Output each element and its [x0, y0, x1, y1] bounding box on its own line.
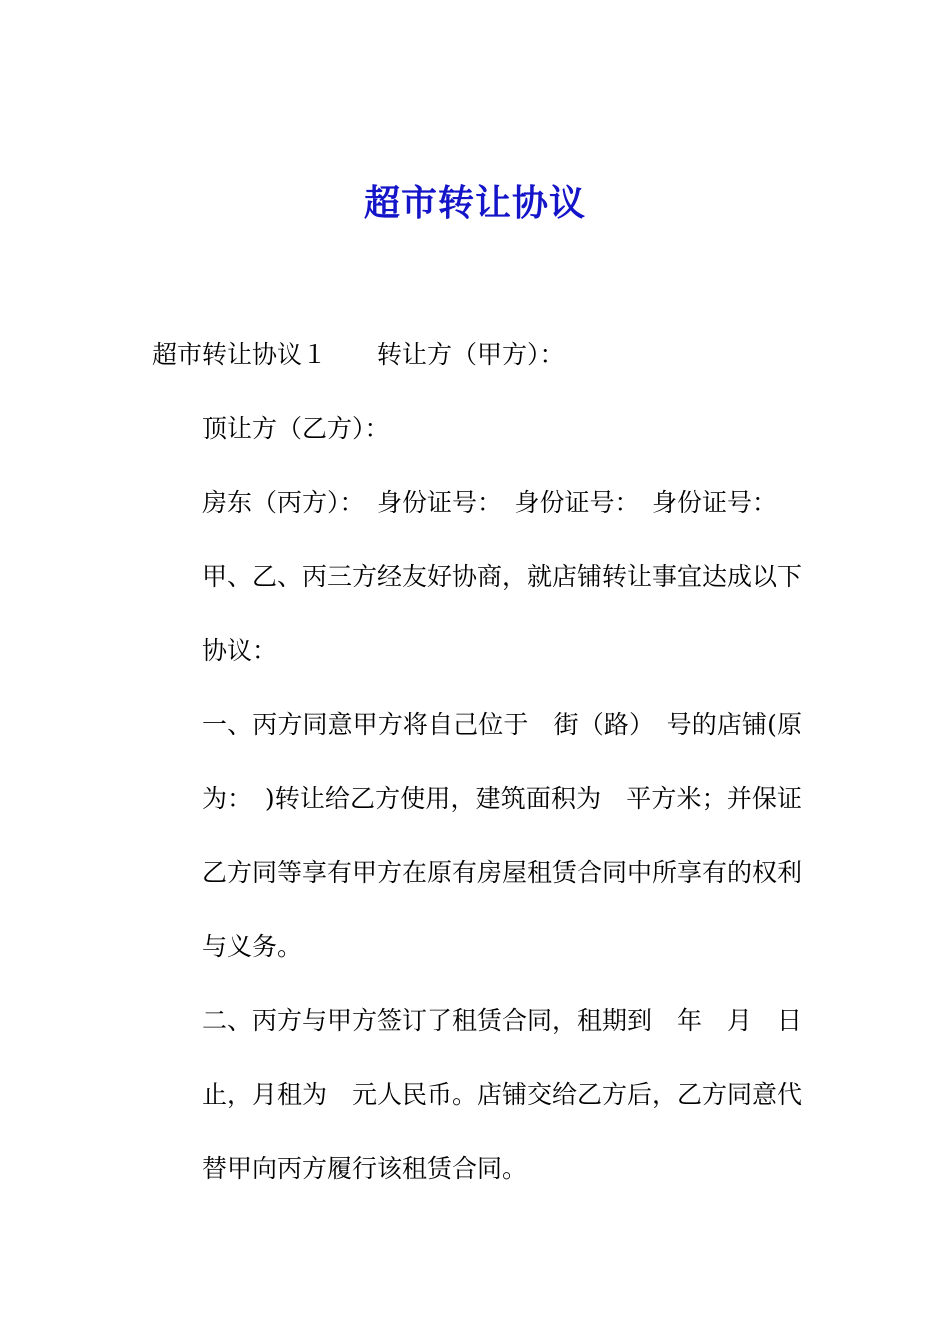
paragraph-landlord: 房东（丙方）： 身份证号： 身份证号： 身份证号：: [202, 488, 778, 517]
paragraph-clause-2: 二、丙方与甲方签订了租赁合同，租期到 年 月 日止，月租为 元人民币。店铺交给乙方后，乙方同意代替甲向丙方履行该租赁合同。: [202, 1006, 803, 1183]
document-title: 超市转让协议: [363, 182, 586, 224]
paragraph-party-b: 顶让方（乙方）：: [202, 414, 390, 443]
document-body: [152, 318, 802, 1206]
paragraph-heading: 超市转让协议１ 转让方（甲方）：: [152, 340, 565, 369]
paragraph-clause-1: 一、丙方同意甲方将自己位于 街（路） 号的店铺(原为： )转让给乙方使用，建筑面积为 平方米；并保证乙方同等享有甲方在原有房屋租赁合同中所享有的权利与义务。: [202, 710, 803, 961]
paragraph-agreement-intro: 甲、乙、丙三方经友好协商，就店铺转让事宜达成以下协议：: [202, 562, 803, 665]
